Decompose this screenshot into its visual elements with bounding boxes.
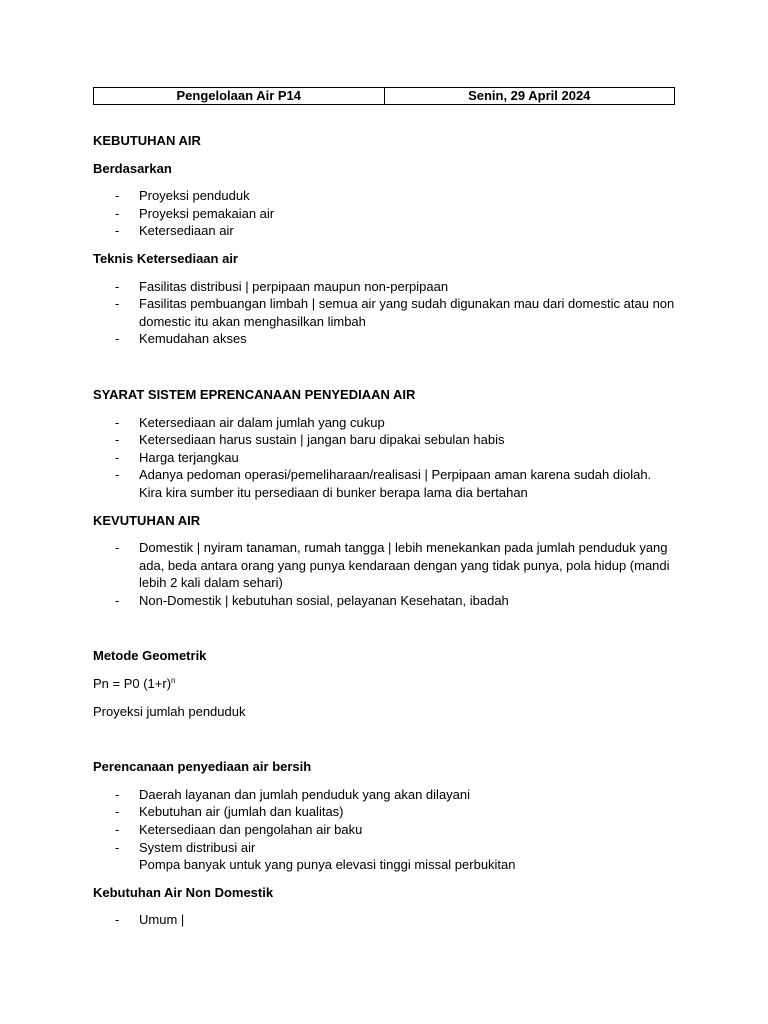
bullet-dash: -: [115, 804, 120, 820]
list-kevutuhan: [93, 539, 675, 609]
bullet-dash: -: [115, 188, 120, 204]
list-item: - Daerah layanan dan jumlah penduduk yang akan dilayani: [115, 786, 471, 802]
heading-berdasarkan: Berdasarkan: [93, 160, 172, 176]
list-perencanaan: [93, 786, 675, 874]
bullet-dash: -: [115, 449, 120, 465]
list-item: - Ketersediaan air dalam jumlah yang cukup: [115, 414, 385, 430]
bullet-dash: -: [115, 912, 120, 928]
list-item: - Domestik | nyiram tanaman, rumah tangga | lebih menekankan pada jumlah penduduk yang ada, beda antara orang yang punya kendaraan dengan yang tidak punya, pola hidup (mandi lebih 2 kali dalam sehari): [115, 540, 670, 591]
list-syarat: [93, 414, 675, 502]
formula: Pn = P0 $(1+r)^n$: [93, 676, 176, 692]
heading-metode: Metode Geometrik: [93, 648, 207, 664]
list-item-continuation: Pompa banyak untuk yang punya elevasi tinggi missal perbukitan: [139, 857, 516, 873]
list-item: - Adanya pedoman operasi/pemeliharaan/realisasi | Perpipaan aman karena sudah diolah. Kira kira sumber itu persediaan di bunker berapa lama dia bertahan: [115, 467, 652, 500]
bullet-dash: -: [115, 467, 120, 483]
list-item: - Kemudahan akses: [115, 331, 247, 347]
list-item: - Non-Domestik | kebutuhan sosial, pelayanan Kesehatan, ibadah: [115, 592, 509, 608]
list-item: - System distribusi air Pompa banyak untuk yang punya elevasi tinggi missal perbukitan: [115, 839, 516, 873]
bullet-dash: -: [115, 839, 120, 855]
list-item: - Proyeksi penduduk: [115, 188, 250, 204]
heading-kevutuhan: KEVUTUHAN AIR: [93, 512, 201, 528]
list-item: - Ketersediaan air: [115, 223, 234, 239]
list-teknis: [93, 278, 675, 348]
heading-perencanaan: Perencanaan penyediaan air bersih: [93, 759, 312, 775]
bullet-dash: -: [115, 540, 120, 556]
list-item: - Fasilitas pembuangan limbah | semua air yang sudah digunakan mau dari domestic atau non domestic itu akan menghasilkan limbah: [115, 296, 675, 329]
list-item: - Fasilitas distribusi | perpipaan maupun non-perpipaan: [115, 278, 449, 294]
list-item: - Ketersediaan harus sustain | jangan baru dipakai sebulan habis: [115, 432, 505, 448]
bullet-dash: -: [115, 278, 120, 294]
header-table: [93, 87, 675, 105]
list-item: - Proyeksi pemakaian air: [115, 205, 275, 221]
list-berdasarkan: [93, 187, 675, 240]
bullet-dash: -: [115, 414, 120, 430]
formula-note: Proyeksi jumlah penduduk: [93, 703, 246, 719]
bullet-dash: -: [115, 432, 120, 448]
bullet-dash: -: [115, 786, 120, 802]
header-course-cell: Pengelolaan Air P14: [94, 88, 385, 105]
list-item: - Harga terjangkau: [115, 449, 239, 465]
list-non-domestik: [93, 911, 675, 929]
heading-teknis: Teknis Ketersediaan air: [93, 250, 238, 266]
bullet-dash: -: [115, 592, 120, 608]
heading-non-domestik: Kebutuhan Air Non Domestik: [93, 884, 274, 900]
document-page: [93, 87, 675, 929]
list-item: - Umum |: [115, 912, 185, 928]
bullet-dash: -: [115, 223, 120, 239]
formula-exponent: n: [171, 676, 176, 686]
header-date-cell: Senin, 29 April 2024: [384, 88, 675, 105]
bullet-dash: -: [115, 331, 120, 347]
heading-kebutuhan-air: KEBUTUHAN AIR: [93, 133, 201, 148]
bullet-dash: -: [115, 296, 120, 312]
bullet-dash: -: [115, 822, 120, 838]
list-item: - Kebutuhan air (jumlah dan kualitas): [115, 804, 344, 820]
bullet-dash: -: [115, 205, 120, 221]
list-item: - Ketersediaan dan pengolahan air baku: [115, 822, 363, 838]
heading-syarat: SYARAT SISTEM EPRENCANAAN PENYEDIAAN AIR: [93, 386, 416, 402]
